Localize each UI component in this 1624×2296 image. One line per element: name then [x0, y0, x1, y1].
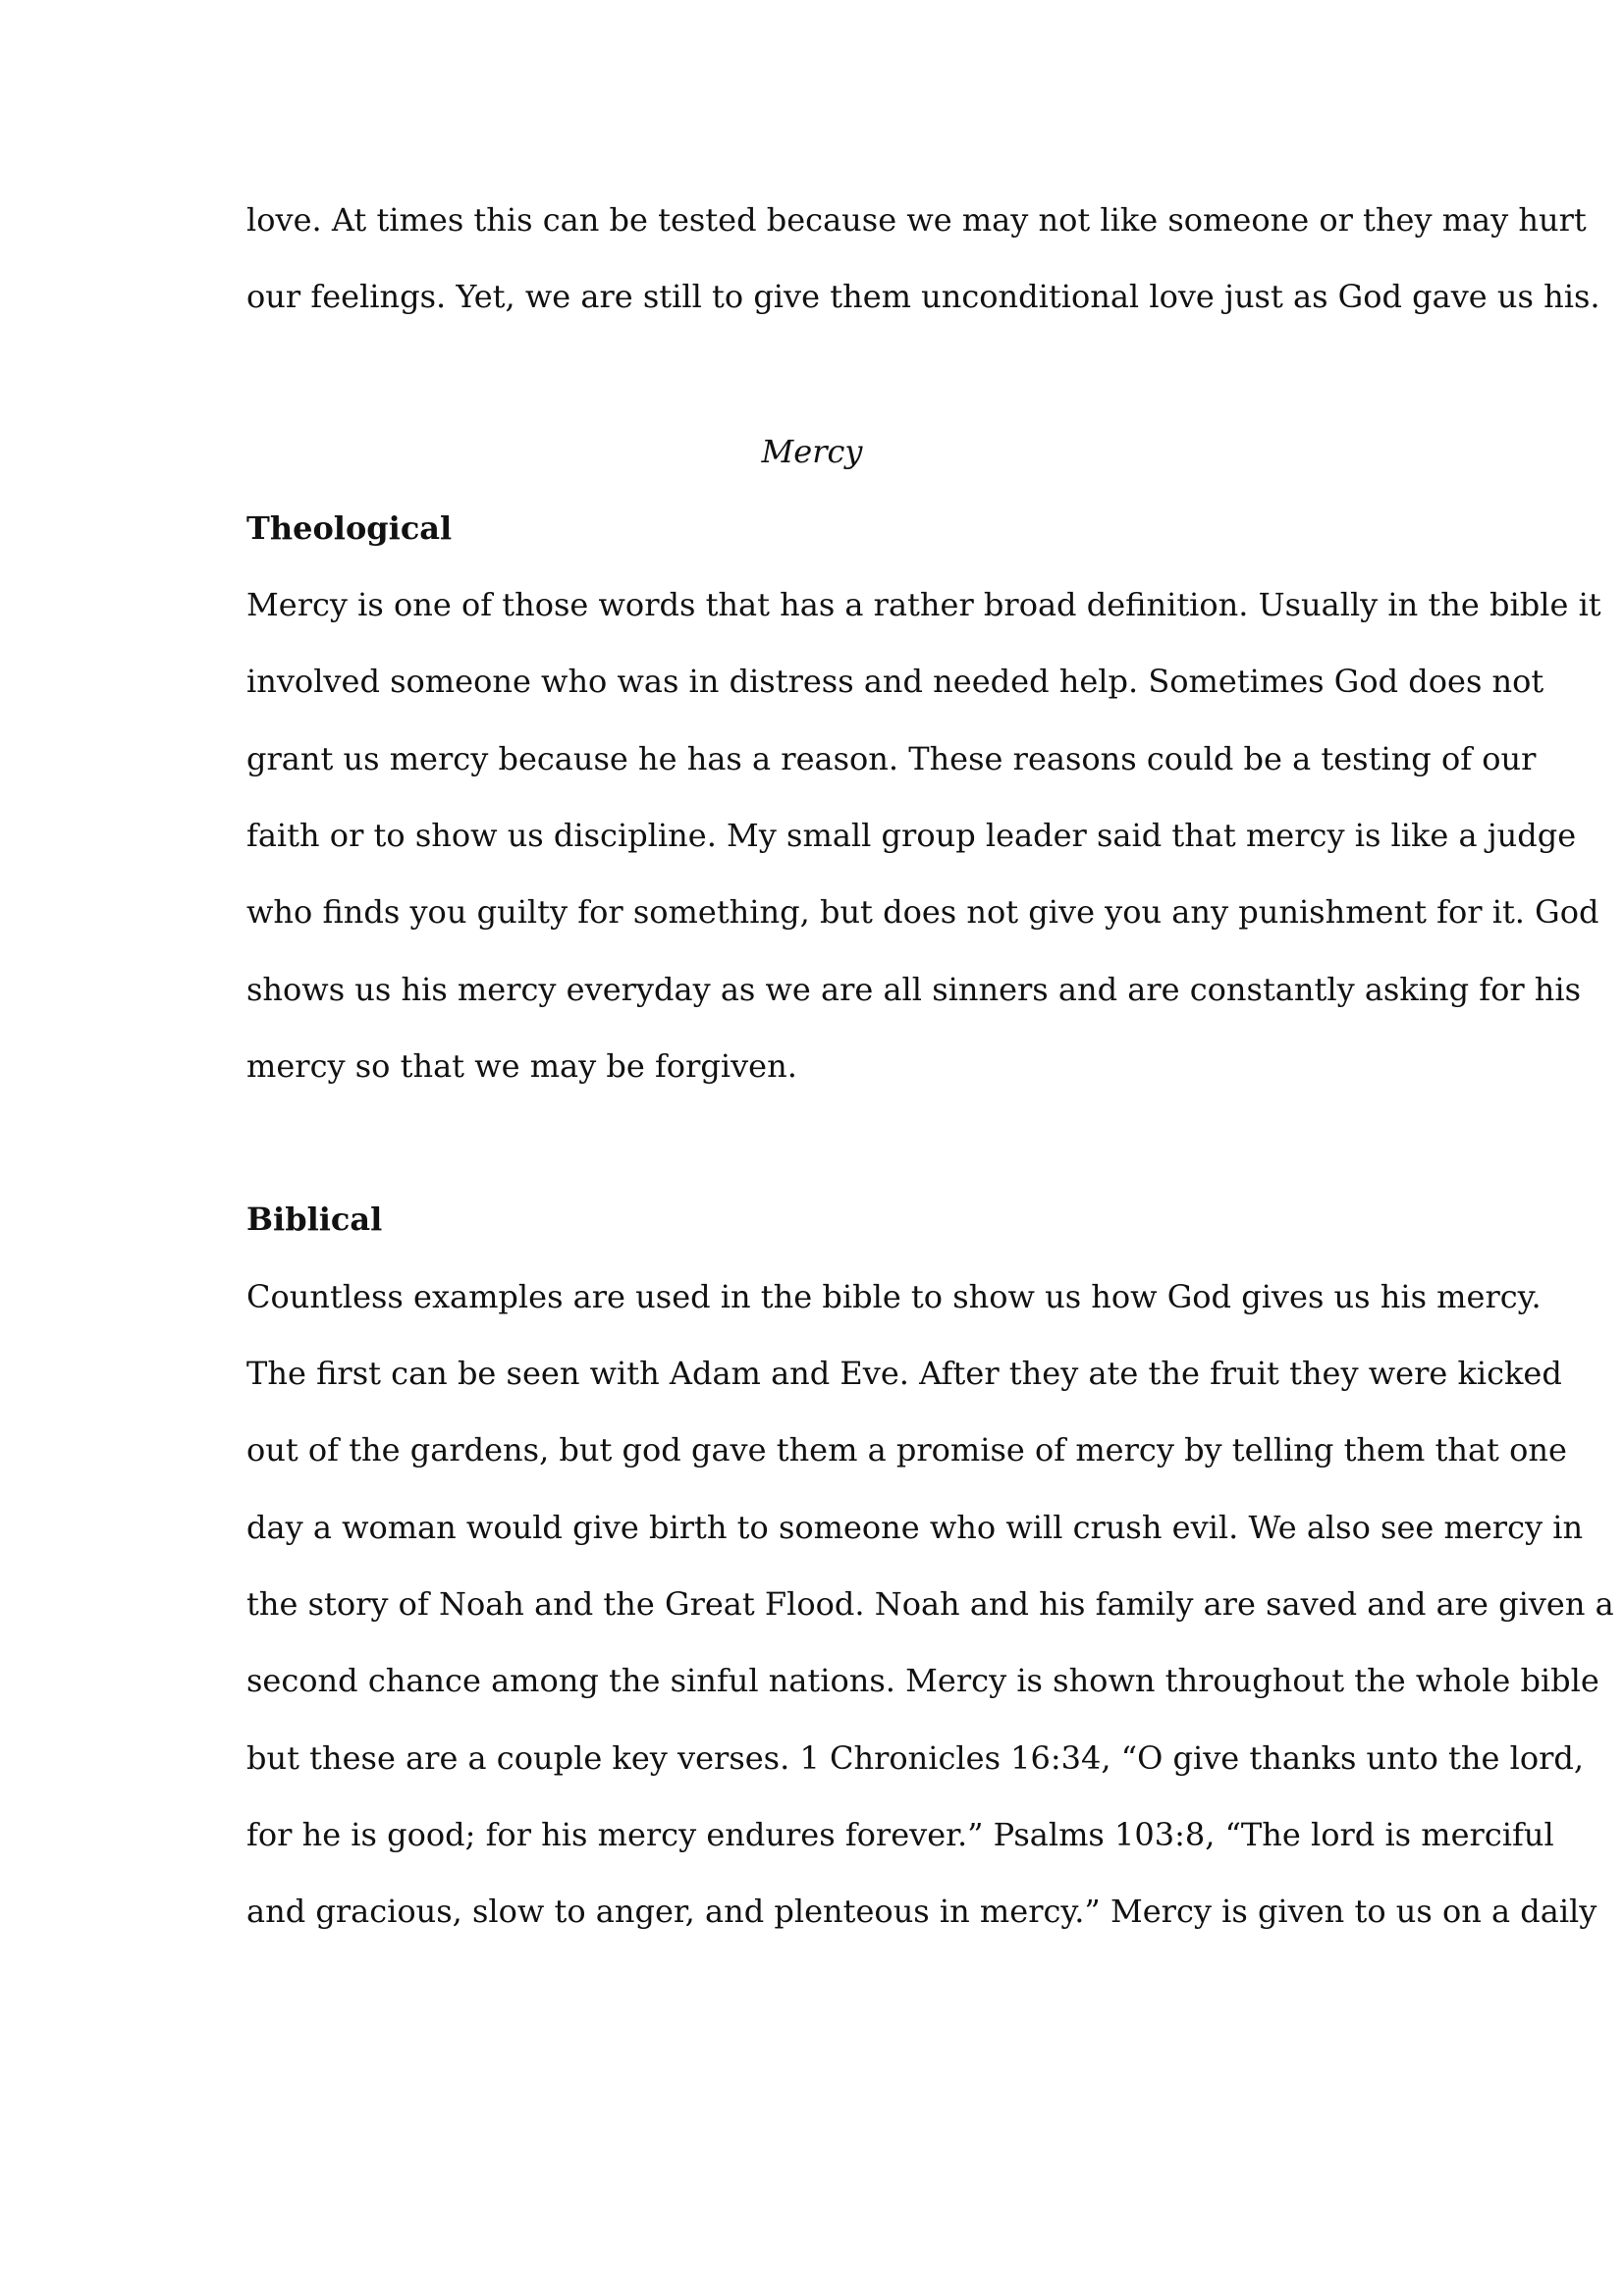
intro-line: love. At times this can be tested because we may not like someone or they may hurt: [246, 201, 1587, 239]
biblical-line: second chance among the sinful nations. Mercy is shown throughout the whole bible: [246, 1662, 1599, 1699]
biblical-line: for he is good; for his mercy endures forever.” Psalms 103:8, “The lord is merciful: [246, 1816, 1554, 1853]
theological-line: involved someone who was in distress and needed help. Sometimes God does not: [246, 663, 1544, 700]
biblical-line: Countless examples are used in the bible to show us how God gives us his mercy.: [246, 1278, 1542, 1315]
biblical-line: The first can be seen with Adam and Eve. After they ate the fruit they were kicked: [246, 1355, 1562, 1392]
theological-line: who finds you guilty for something, but does not give you any punishment for it. God: [246, 893, 1599, 931]
theological-line: grant us mercy because he has a reason. These reasons could be a testing of our: [246, 740, 1537, 777]
theological-line: shows us his mercy everyday as we are all sinners and are constantly asking for his: [246, 971, 1582, 1008]
intro-line: our feelings. Yet, we are still to give them unconditional love just as God gave us his.: [246, 278, 1600, 315]
section-title: Mercy: [761, 433, 863, 470]
biblical-line: the story of Noah and the Great Flood. Noah and his family are saved and are given a: [246, 1585, 1614, 1623]
theological-line: mercy so that we may be forgiven.: [246, 1047, 797, 1085]
theological-line: faith or to show us discipline. My small group leader said that mercy is like a judge: [246, 817, 1577, 854]
biblical-line: day a woman would give birth to someone who will crush evil. We also see mercy in: [246, 1509, 1584, 1546]
biblical-line: and gracious, slow to anger, and plenteous in mercy.” Mercy is given to us on a daily: [246, 1893, 1597, 1930]
biblical-line: out of the gardens, but god gave them a promise of mercy by telling them that one: [246, 1431, 1567, 1468]
theological-line: Mercy is one of those words that has a rather broad definition. Usually in the bible it: [246, 586, 1601, 623]
biblical-heading: Biblical: [246, 1201, 383, 1238]
biblical-line: but these are a couple key verses. 1 Chronicles 16:34, “O give thanks unto the lord,: [246, 1739, 1585, 1777]
theological-heading: Theological: [246, 509, 453, 547]
